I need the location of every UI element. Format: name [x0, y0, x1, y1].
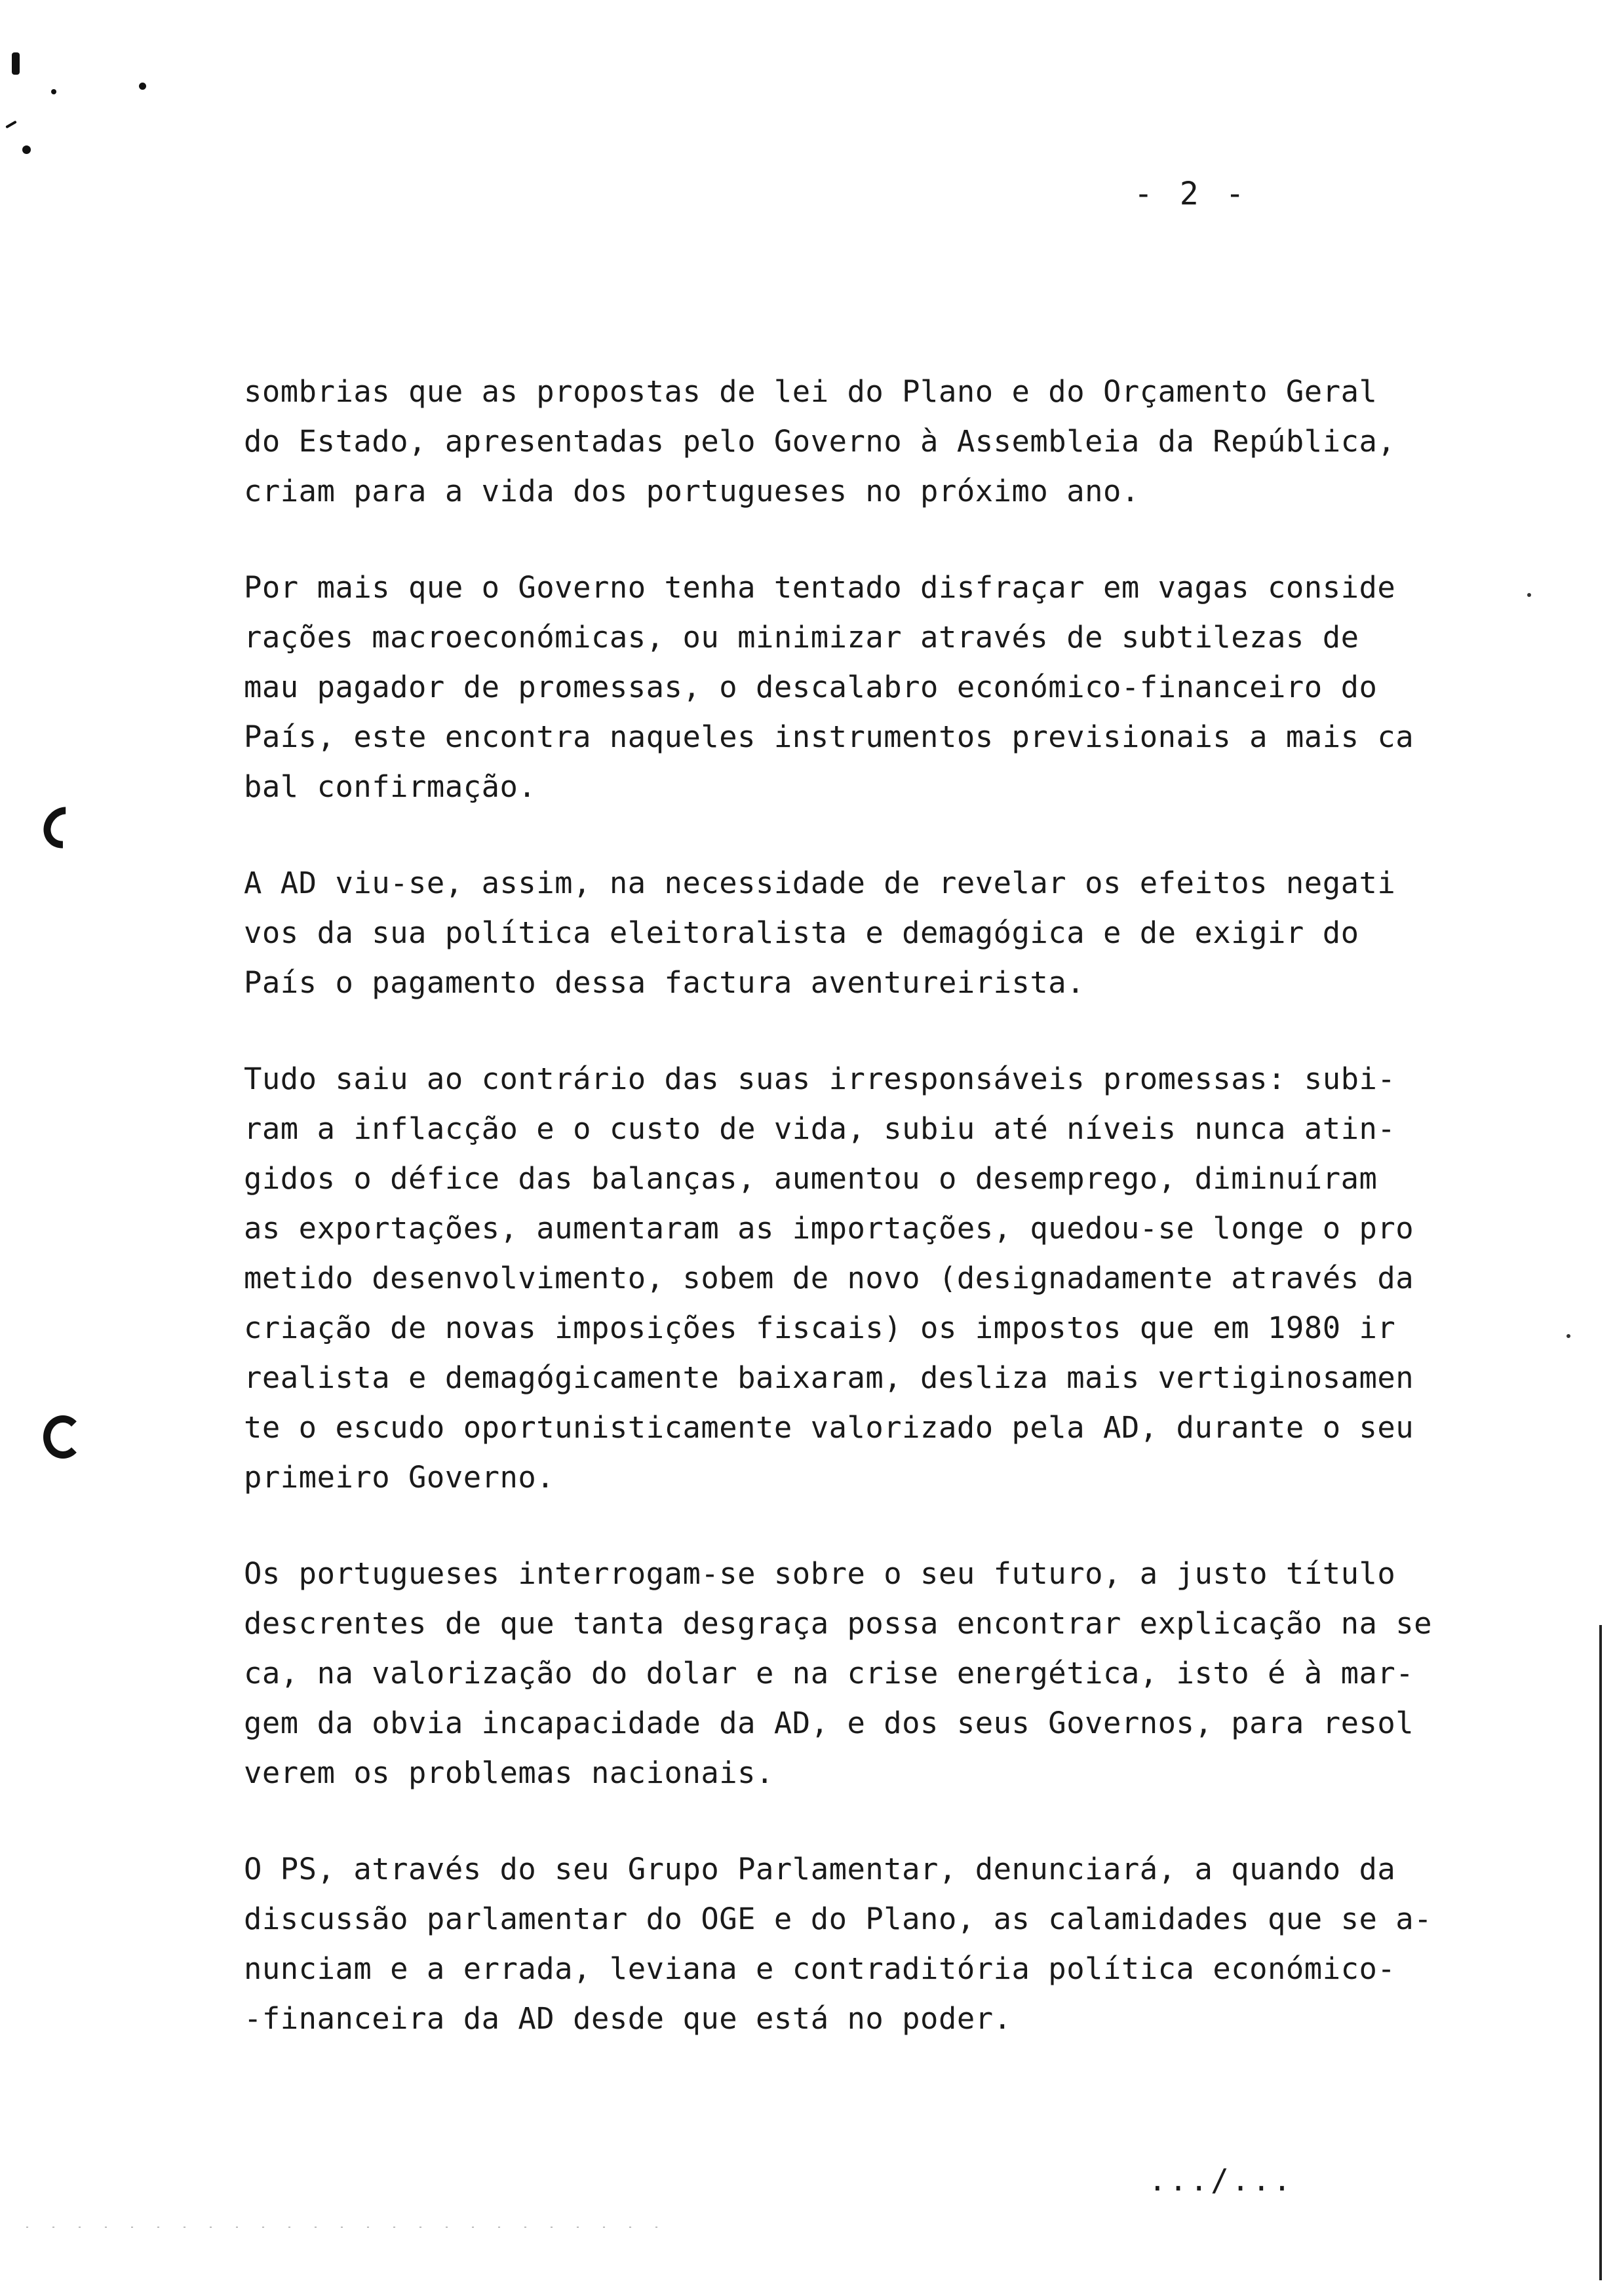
text-line: País, este encontra naqueles instrumentos previsionais a mais ca [244, 719, 1414, 754]
scan-speck [12, 52, 20, 75]
text-line: te o escudo oportunisticamente valorizado pela AD, durante o seu [244, 1410, 1414, 1445]
paragraph-4 [244, 1054, 1515, 1502]
paragraph-3 [244, 858, 1515, 1008]
text-line: do Estado, apresentadas pelo Governo à Assembleia da República, [244, 424, 1396, 459]
text-line: País o pagamento dessa factura aventureirista. [244, 965, 1085, 1000]
text-line: gem da obvia incapacidade da AD, e dos seus Governos, para resol [244, 1706, 1414, 1740]
text-line: bal confirmação. [244, 769, 537, 804]
text-line: mau pagador de promessas, o descalabro económico-financeiro do [244, 670, 1378, 704]
text-line: vos da sua política eleitoralista e demagógica e de exigir do [244, 915, 1359, 950]
text-line: primeiro Governo. [244, 1460, 555, 1495]
text-line: criação de novas imposições fiscais) os impostos que em 1980 ir [244, 1311, 1396, 1345]
text-line: Por mais que o Governo tenha tentado disfraçar em vagas conside [244, 570, 1396, 605]
page-edge-line [1599, 1625, 1602, 2280]
text-line: gidos o défice das balanças, aumentou o desemprego, diminuíram [244, 1161, 1378, 1196]
scan-speck [1566, 1334, 1570, 1338]
text-line: ca, na valorização do dolar e na crise energética, isto é à mar- [244, 1656, 1414, 1691]
text-line: A AD viu-se, assim, na necessidade de revelar os efeitos negati [244, 866, 1396, 900]
paragraph-5 [244, 1549, 1515, 1798]
text-line: ram a inflacção e o custo de vida, subiu até níveis nunca atin- [244, 1111, 1396, 1146]
text-line: O PS, através do seu Grupo Parlamentar, denunciará, a quando da [244, 1852, 1396, 1886]
paragraph-2 [244, 563, 1515, 812]
paragraph-1 [244, 367, 1515, 516]
paragraph-6 [244, 1845, 1515, 2044]
scan-speck [22, 145, 31, 154]
punch-hole-mark [35, 798, 93, 856]
text-line: -financeira da AD desde que está no poder. [244, 2001, 1012, 2036]
document-body [244, 367, 1515, 2090]
text-line: Os portugueses interrogam-se sobre o seu futuro, a justo título [244, 1556, 1396, 1591]
page-number: - 2 - [1134, 176, 1249, 212]
text-line: sombrias que as propostas de lei do Plano e do Orçamento Geral [244, 374, 1378, 409]
text-line: metido desenvolvimento, sobem de novo (designadamente através da [244, 1261, 1414, 1295]
scan-dust [26, 2227, 682, 2228]
scan-speck [5, 121, 17, 128]
text-line: verem os problemas nacionais. [244, 1755, 774, 1790]
text-line: criam para a vida dos portugueses no próximo ano. [244, 474, 1140, 508]
text-line: rações macroeconómicas, ou minimizar através de subtilezas de [244, 620, 1359, 655]
text-line: Tudo saiu ao contrário das suas irresponsáveis promessas: subi- [244, 1062, 1396, 1096]
scan-speck [139, 83, 146, 90]
continuation-mark: .../... [1148, 2162, 1294, 2198]
text-line: descrentes de que tanta desgraça possa encontrar explicação na se [244, 1606, 1433, 1641]
punch-hole-mark [43, 1415, 83, 1459]
text-line: realista e demagógicamente baixaram, desliza mais vertiginosamen [244, 1360, 1414, 1395]
scan-speck [51, 89, 56, 94]
text-line: nunciam e a errada, leviana e contraditória política económico- [244, 1951, 1396, 1986]
scan-speck [1527, 593, 1531, 597]
text-line: as exportações, aumentaram as importações, quedou-se longe o pro [244, 1211, 1414, 1246]
text-line: discussão parlamentar do OGE e do Plano, as calamidades que se a- [244, 1902, 1433, 1936]
